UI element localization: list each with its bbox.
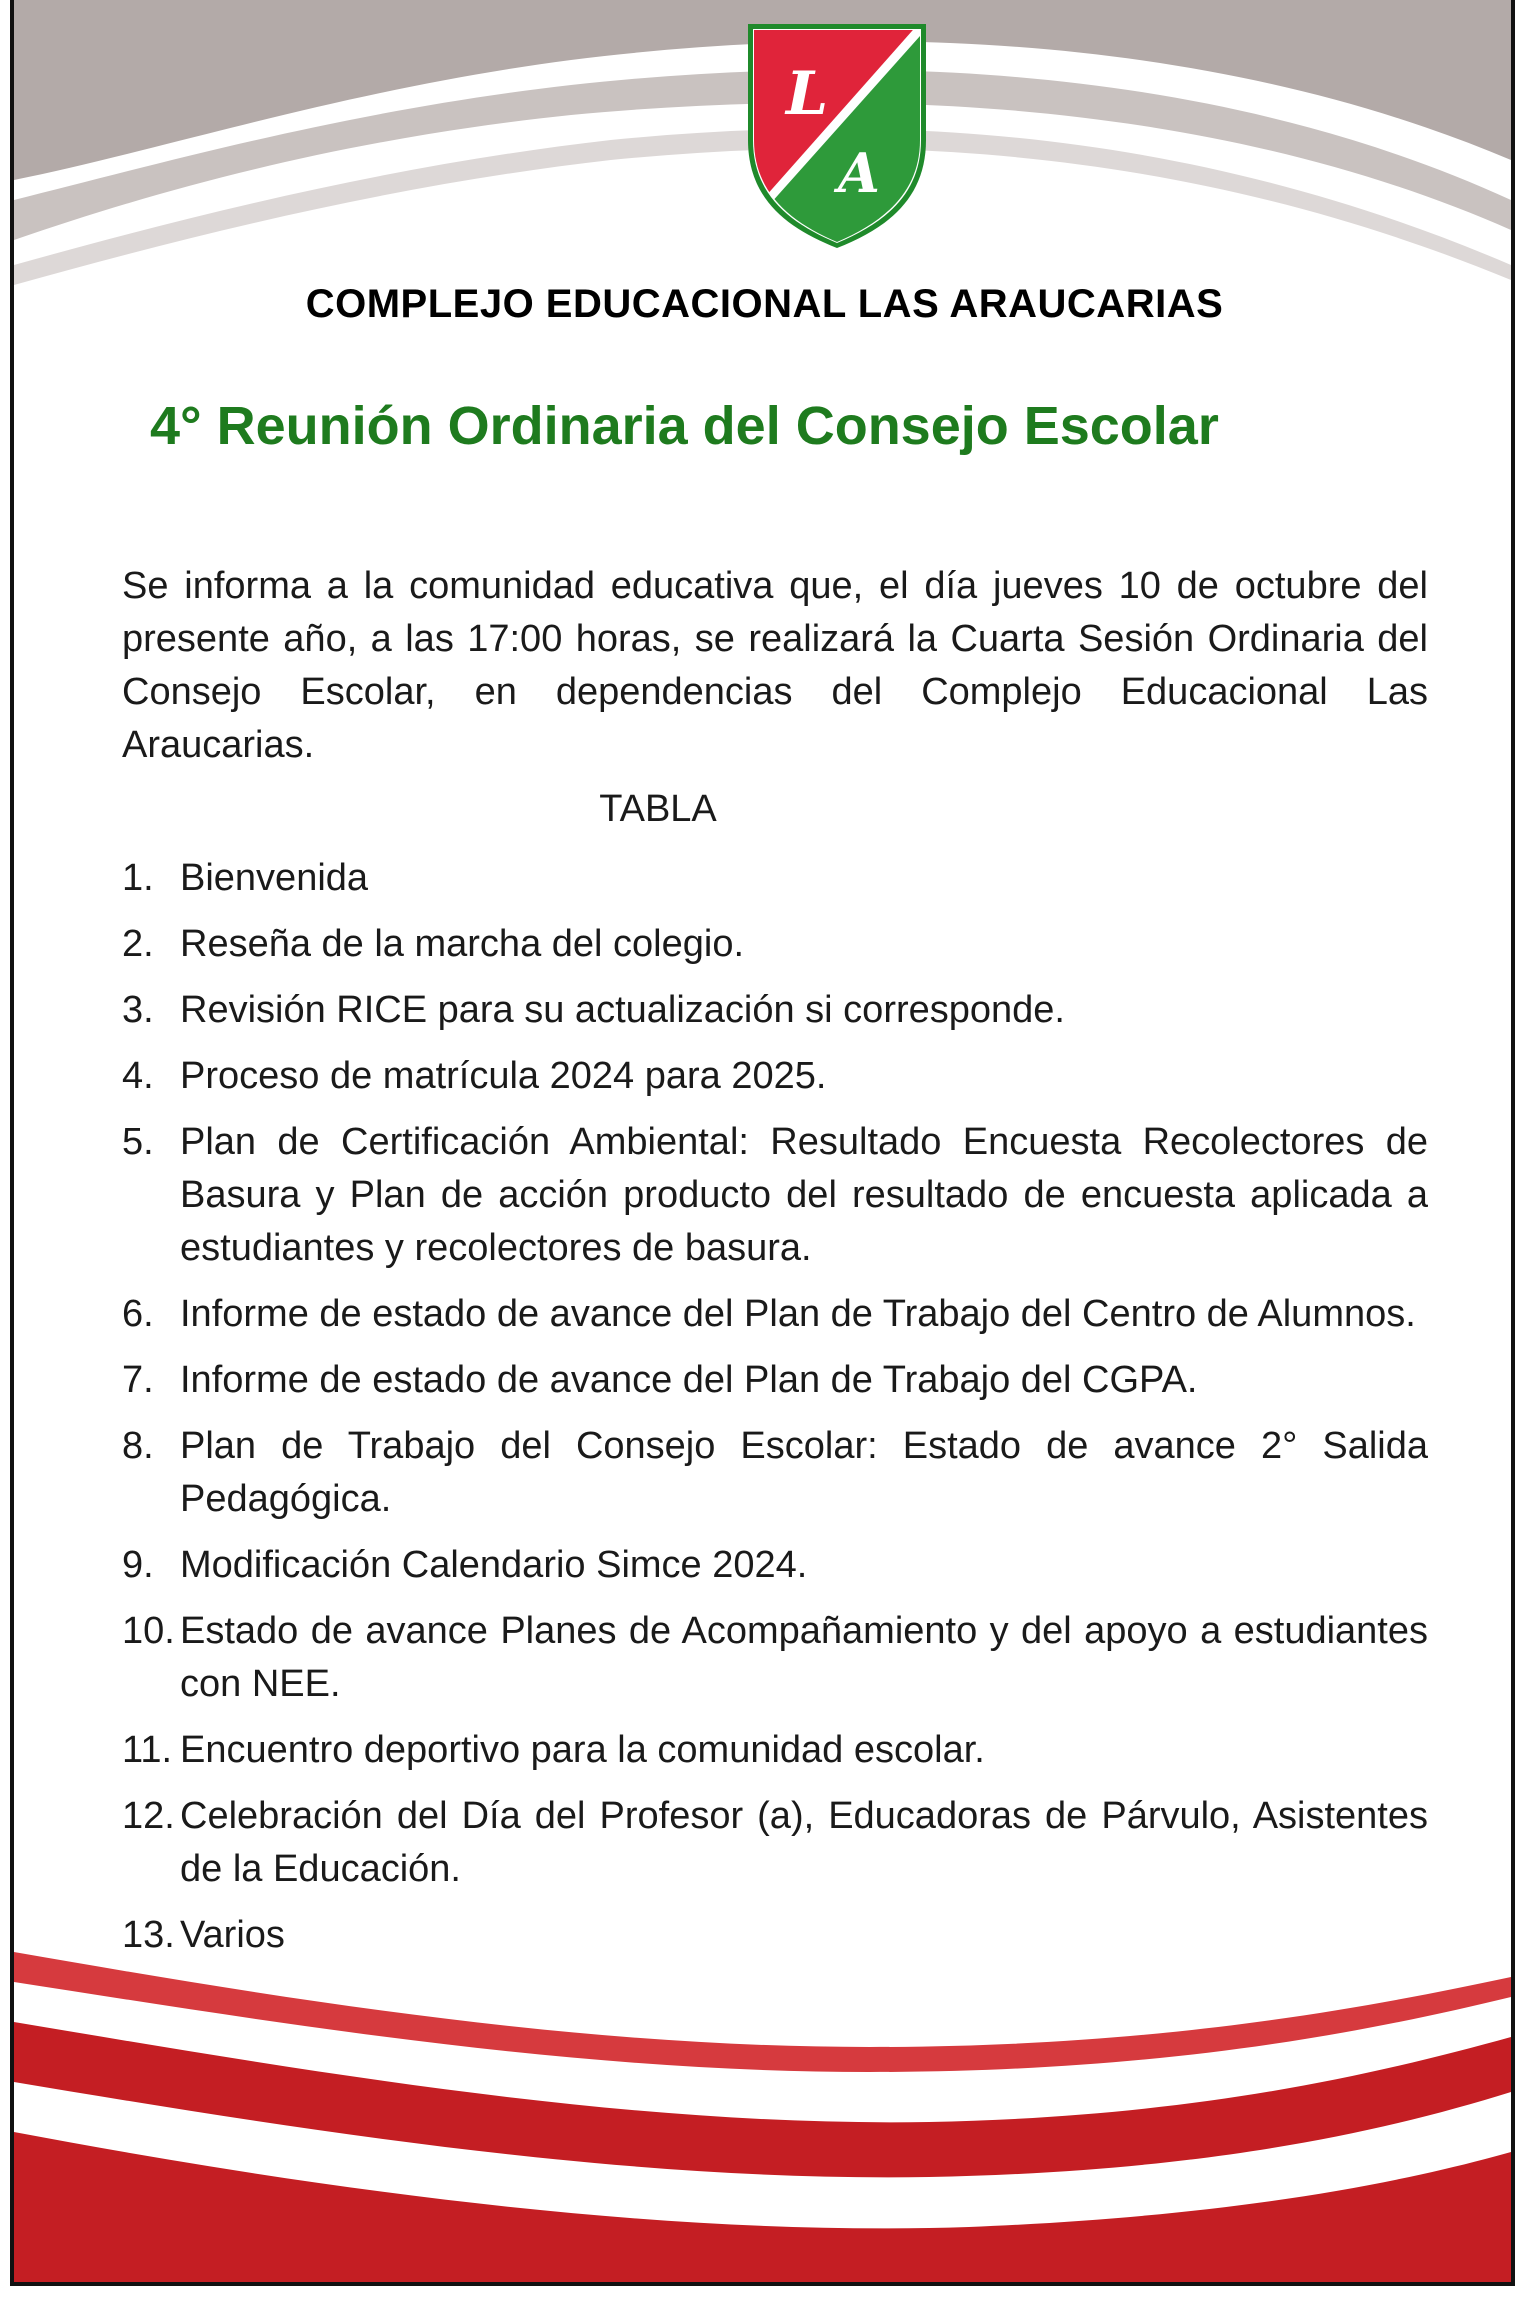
agenda-item-text: Reseña de la marcha del colegio.	[180, 923, 745, 965]
agenda-item-number: 7.	[122, 1359, 154, 1401]
agenda-item-text: Encuentro deportivo para la comunidad escolar.	[180, 1729, 985, 1771]
agenda-item-text: Plan de Trabajo del Consejo Escolar: Estado de avance 2° Salida Pedagógica.	[180, 1425, 1428, 1520]
agenda-item	[122, 1116, 1428, 1275]
meeting-title: 4° Reunión Ordinaria del Consejo Escolar	[150, 396, 1219, 456]
agenda-item-text: Revisión RICE para su actualización si corresponde.	[180, 989, 1065, 1031]
agenda-item-text: Celebración del Día del Profesor (a), Educadoras de Párvulo, Asistentes de la Educación.	[180, 1795, 1428, 1890]
agenda-item-number: 11.	[122, 1729, 173, 1771]
school-logo	[744, 22, 930, 248]
agenda-item-text: Modificación Calendario Simce 2024.	[180, 1544, 808, 1586]
agenda-item-number: 3.	[122, 989, 154, 1031]
agenda-item-number: 1.	[122, 857, 154, 899]
agenda-item-text: Proceso de matrícula 2024 para 2025.	[180, 1055, 827, 1097]
agenda-item	[122, 984, 1428, 1037]
agenda-item	[122, 1539, 1428, 1592]
bottom-wave-decoration	[14, 1952, 1511, 2282]
agenda-item-number: 10.	[122, 1610, 175, 1652]
agenda-item-text: Varios	[180, 1914, 285, 1956]
agenda-item-number: 12.	[122, 1795, 175, 1837]
agenda-item	[122, 918, 1428, 971]
agenda-item	[122, 1420, 1428, 1526]
agenda-item-number: 6.	[122, 1293, 154, 1335]
agenda-item	[122, 1790, 1428, 1896]
agenda-item	[122, 1354, 1428, 1407]
agenda-item	[122, 1605, 1428, 1711]
logo-letter-bottom: A	[838, 141, 880, 205]
agenda-list	[122, 852, 1428, 1975]
agenda-item-text: Plan de Certificación Ambiental: Resultado Encuesta Recolectores de Basura y Plan de acción producto del resultado de encuesta aplicada a estudiantes y recolectores de basura.	[180, 1121, 1428, 1269]
agenda-item	[122, 1050, 1428, 1103]
logo-letter-top: L	[786, 59, 829, 129]
agenda-item-number: 13.	[122, 1914, 175, 1956]
agenda-item-number: 9.	[122, 1544, 154, 1586]
intro-paragraph: Se informa a la comunidad educativa que, el día jueves 10 de octubre del presente año, a las 17:00 horas, se realizará la Cuarta Sesión Ordinaria del Consejo Escolar, en dependencias del Complejo Educacional Las Araucarias.	[122, 565, 1428, 766]
agenda-item-number: 5.	[122, 1121, 154, 1163]
agenda-heading: TABLA	[599, 788, 717, 830]
agenda-item-text: Estado de avance Planes de Acompañamiento y del apoyo a estudiantes con NEE.	[180, 1610, 1428, 1705]
agenda-item	[122, 1724, 1428, 1777]
agenda-item-text: Bienvenida	[180, 857, 369, 899]
agenda-item	[122, 1909, 1428, 1962]
agenda-item	[122, 852, 1428, 905]
agenda-item	[122, 1288, 1428, 1341]
agenda-item-number: 2.	[122, 923, 154, 965]
agenda-item-text: Informe de estado de avance del Plan de Trabajo del CGPA.	[180, 1359, 1198, 1401]
agenda-item-text: Informe de estado de avance del Plan de Trabajo del Centro de Alumnos.	[180, 1293, 1416, 1335]
agenda-item-number: 4.	[122, 1055, 154, 1097]
school-name: COMPLEJO EDUCACIONAL LAS ARAUCARIAS	[305, 282, 1224, 326]
agenda-item-number: 8.	[122, 1425, 154, 1467]
